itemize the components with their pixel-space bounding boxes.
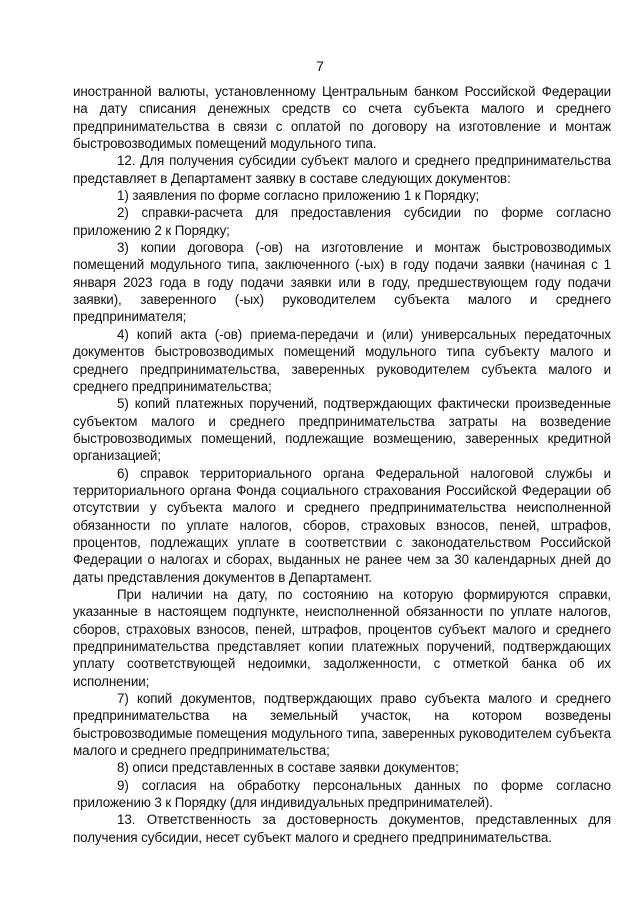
paragraph-item-7: 7) копий документов, подтверждающих право субъекта малого и среднего предпринимательства на земельный участок, на котором возведены быстровозводимые помещения модульного типа, заверенных руководителем субъекта малого и среднего предпринимательства; [73, 691, 611, 759]
document-body [73, 83, 611, 846]
paragraph-item-5: 5) копий платежных поручений, подтверждающих фактически произведенные субъектом малого и среднего предпринимательства затраты на возведение быстровозводимых помещений, подлежащие возмещению, заверенных кредитной организацией; [73, 396, 611, 464]
paragraph-item-6: 6) справок территориального органа Федеральной налоговой службы и территориального органа Фонда социального страхования Российской Федерации об отсутствии у субъекта малого и среднего предпринимательства неисполненной обязанности по уплате налогов, сборов, страховых взносов, пеней, штрафов, процентов, подлежащих уплате в соответствии с законодательством Российской Федерации о налогах и сборах, выданных не ранее чем за 30 календарных дней до даты представления документов в Департамент. [73, 465, 611, 585]
page-number: 7 [316, 58, 324, 74]
paragraph-item-3: 3) копии договора (-ов) на изготовление и монтаж быстровозводимых помещений модульного типа, заключенного (-ых) в году подачи заявки (начиная с 1 января 2023 года в году подачи заявки или в году, предшествующем году подачи заявки), заверенного (-ых) руководителем субъекта малого и среднего предпринимателя; [73, 240, 611, 325]
paragraph-clause-13: 13. Ответственность за достоверность документов, представленных для получения субсидии, несет субъект малого и среднего предпринимательства. [73, 812, 611, 845]
paragraph-clause-12: 12. Для получения субсидии субъект малого и среднего предпринимательства представляет в Департамент заявку в составе следующих документов: [73, 153, 611, 186]
paragraph-item-4: 4) копий акта (-ов) приема-передачи и (или) универсальных передаточных документов быстровозводимых помещений модульного типа субъекту малого и среднего предпринимательства, заверенных руководителем субъекта малого и среднего предпринимательства; [73, 326, 611, 394]
paragraph-item-6-note: При наличии на дату, по состоянию на которую формируются справки, указанные в настоящем подпункте, неисполненной обязанности по уплате налогов, сборов, страховых взносов, пеней, штрафов, процентов субъект малого и среднего предпринимательства представляет копии платежных поручений, подтверждающих уплату соответствующей недоимки, задолженности, с отметкой банка об их исполнении; [73, 586, 611, 689]
paragraph-item-1: 1) заявления по форме согласно приложению 1 к Порядку; [117, 188, 480, 204]
paragraph-item-9: 9) согласия на обработку персональных данных по форме согласно приложению 3 к Порядку (для индивидуальных предпринимателей). [73, 777, 611, 811]
paragraph-item-2: 2) справки-расчета для предоставления субсидии по форме согласно приложению 2 к Порядку; [73, 205, 611, 238]
paragraph-item-8: 8) описи представленных в составе заявки документов; [117, 760, 459, 776]
paragraph-currency-continuation: иностранной валюты, установленному Центральным банком Российской Федерации на дату списания денежных средств со счета субъекта малого и среднего предпринимательства в связи с оплатой по договору на изготовление и монтаж быстровозводимых помещений модульного типа. [73, 84, 611, 152]
